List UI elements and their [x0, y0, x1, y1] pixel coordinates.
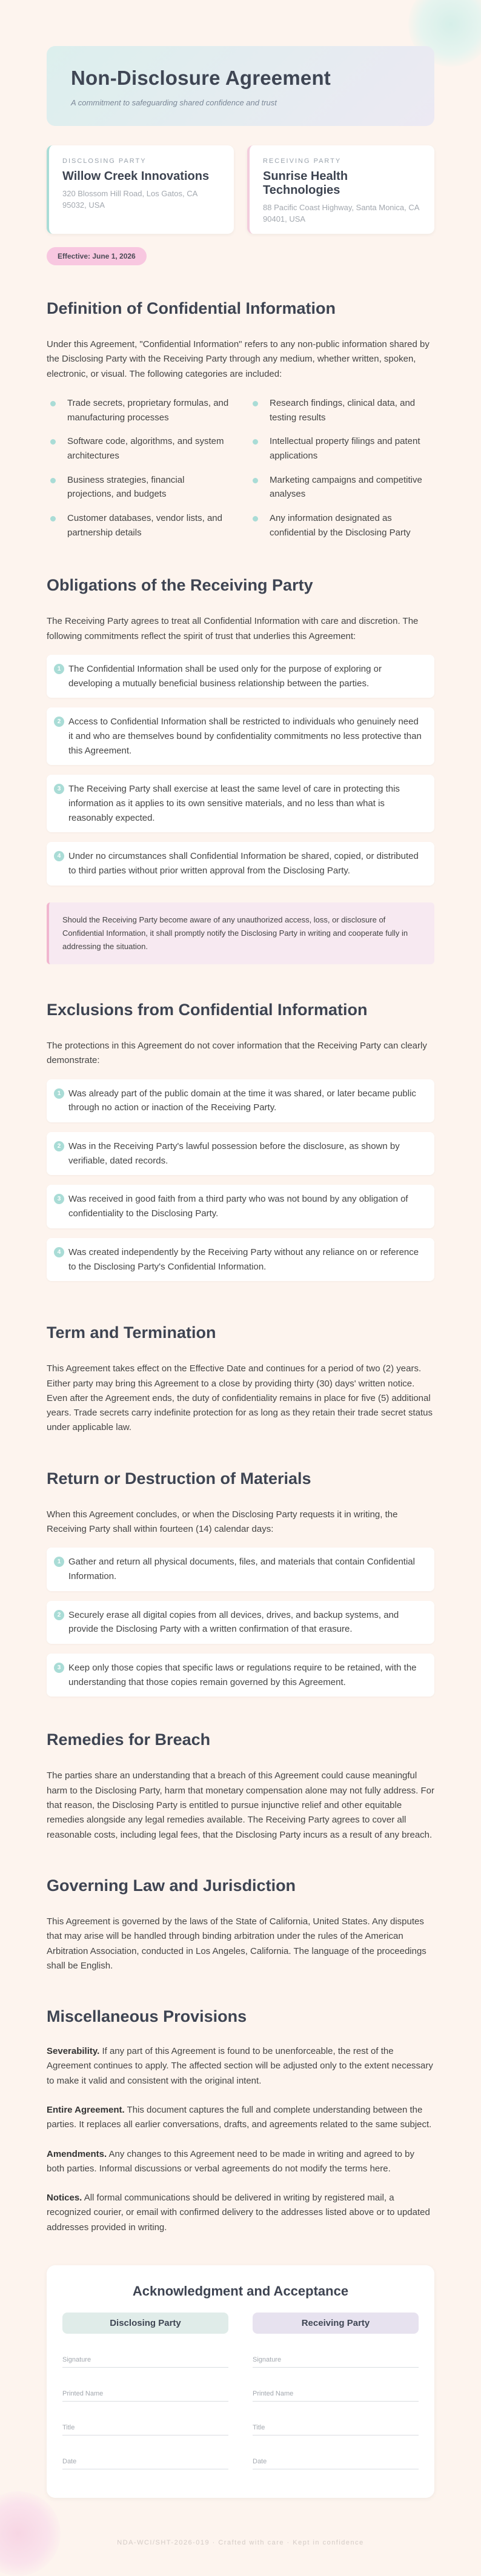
party-address: 88 Pacific Coast Highway, Santa Monica, CA 90401, USA [263, 203, 419, 223]
provision [47, 2147, 434, 2177]
provision-text: All formal communications should be delivered in writing by registered mail, a recognized courier, or email with confirmed delivery to the addresses listed above or to updated addresses provided in writing. [47, 2193, 430, 2233]
number-marker: 1 [54, 1557, 64, 1567]
item-text: Under no circumstances shall Confidential Information be shared, copied, or distributed to third parties without prior written approval from the Disclosing Party. [68, 851, 419, 876]
number-marker: 1 [54, 664, 64, 674]
party-name: Sunrise Health Technologies [263, 170, 348, 197]
party-card-disclosing [47, 145, 234, 234]
list-item [47, 1654, 434, 1697]
date-field[interactable]: Date [253, 2458, 419, 2469]
item-text: The Receiving Party shall exercise at least the same level of care in protecting this information as it applies to its own sensitive materials, and no less than what is reasonably expected. [68, 784, 400, 823]
provision-text: If any part of this Agreement is found to be unenforceable, the rest of the Agreement continues to apply. The affected section will be adjusted only to the extent necessary to make it valid and consistent with the original intent. [47, 2046, 433, 2086]
page-title: Non-Disclosure Agreement [71, 67, 331, 89]
section-exclusions [47, 1001, 434, 1281]
footer-reference: NDA-WCI/SHT-2026-019 · Crafted with care · Kept in confidence [117, 2539, 364, 2547]
list-item: Customer databases, vendor lists, and partnership details [47, 511, 232, 540]
section-remedies [47, 1730, 434, 1842]
provision [47, 2191, 434, 2235]
provision [47, 2103, 434, 2133]
section-misc [47, 2007, 434, 2235]
number-marker: 2 [54, 1610, 64, 1620]
list-item [47, 655, 434, 698]
party-kind: DISCLOSING PARTY [62, 157, 147, 165]
section-intro: The Receiving Party agrees to treat all Confidential Information with care and discretion. The following commitments reflect the spirit of trust that underlies this Agreement: [47, 616, 419, 641]
effective-date-badge: Effective: June 1, 2026 [47, 247, 147, 265]
provision-text: This document captures the full and complete understanding between the parties. It replaces all earlier conversations, drafts, and agreements related to the same subject. [47, 2105, 432, 2130]
section-title: Definition of Confidential Information [47, 299, 336, 317]
signature-title: Acknowledgment and Acceptance [132, 2283, 349, 2299]
list-item: Marketing campaigns and competitive analyses [249, 473, 434, 502]
provision-term: Notices. [47, 2193, 82, 2204]
number-marker: 3 [54, 1663, 64, 1673]
list-item: Business strategies, financial projections, and budgets [47, 473, 232, 502]
section-title: Remedies for Breach [47, 1730, 211, 1749]
party-name: Willow Creek Innovations [62, 170, 210, 183]
list-item: Intellectual property filings and patent applications [249, 434, 434, 463]
title-field[interactable]: Title [253, 2424, 419, 2435]
item-text: Access to Confidential Information shall be restricted to individuals who genuinely need it and who are themselves bound by confidentiality commitments no less protective than this Agreement. [68, 717, 422, 756]
party-card-receiving [247, 145, 434, 234]
list-item: Software code, algorithms, and system architectures [47, 434, 232, 463]
document [47, 0, 434, 2546]
signature-field[interactable]: Signature [62, 2356, 228, 2368]
page-subtitle: A commitment to safeguarding shared confidence and trust [71, 98, 277, 107]
number-marker: 4 [54, 1247, 64, 1257]
list-item [47, 775, 434, 832]
list-item: Any information designated as confidential by the Disclosing Party [249, 511, 434, 540]
section-intro: The protections in this Agreement do not cover information that the Receiving Party can clearly demonstrate: [47, 1041, 427, 1066]
item-text: Securely erase all digital copies from all devices, drives, and backup systems, and provide the Disclosing Party with a written confirmation of that erasure. [68, 1609, 399, 1635]
provision [47, 2044, 434, 2088]
section-law [47, 1876, 434, 1973]
list-item [47, 842, 434, 885]
section-text: This Agreement takes effect on the Effective Date and continues for a period of two (2) years. Either party may bring this Agreement to a close by providing thirty (30) days' written notice. Even after the Agreement ends, the duty of confidentiality remains in place for five (5) additional years. Trade secrets carry indefinite protection for as long as they retain their trade secret status under applicable law. [47, 1363, 433, 1433]
category-list [47, 396, 434, 540]
section-title: Miscellaneous Provisions [47, 2007, 247, 2026]
item-text: Was created independently by the Receiving Party without any reliance on or reference to the Disclosing Party's Confidential Information. [68, 1247, 419, 1272]
signature-column-disclosing [62, 2313, 228, 2469]
parties [47, 145, 434, 234]
list-item [47, 1079, 434, 1122]
item-text: The Confidential Information shall be used only for the purpose of exploring or developing a mutually beneficial business relationship between the parties. [68, 663, 382, 689]
item-text: Was in the Receiving Party's lawful possession before the disclosure, as shown by verifiable, dated records. [68, 1141, 400, 1166]
list-item [47, 1185, 434, 1228]
signature-field[interactable]: Signature [253, 2356, 419, 2368]
section-definition [47, 299, 434, 540]
numbered-list [47, 1548, 434, 1697]
number-marker: 2 [54, 717, 64, 727]
signature-column-header: Receiving Party [253, 2313, 419, 2334]
number-marker: 2 [54, 1141, 64, 1151]
provision-term: Amendments. [47, 2148, 107, 2159]
list-item: Research findings, clinical data, and testing results [249, 396, 434, 425]
number-marker: 3 [54, 784, 64, 794]
printed-name-field[interactable]: Printed Name [62, 2390, 228, 2402]
notice-callout: Should the Receiving Party become aware of any unauthorized access, loss, or disclosure of Confidential Information, it shall promptly notify the Disclosing Party in writing and cooperate fully in addressing the situation. [47, 902, 434, 964]
item-text: Keep only those copies that specific laws or regulations require to be retained, with the understanding that those copies remain governed by this Agreement. [68, 1663, 417, 1687]
provision-term: Severability. [47, 2046, 100, 2057]
list-item [47, 1238, 434, 1281]
number-marker: 3 [54, 1194, 64, 1204]
list-item [47, 1548, 434, 1591]
title-field[interactable]: Title [62, 2424, 228, 2435]
item-text: Gather and return all physical documents, files, and materials that contain Confidential Information. [68, 1557, 415, 1581]
section-title: Obligations of the Receiving Party [47, 576, 313, 595]
numbered-list [47, 1079, 434, 1282]
list-item: Trade secrets, proprietary formulas, and manufacturing processes [47, 396, 232, 425]
number-marker: 1 [54, 1088, 64, 1099]
numbered-list [47, 655, 434, 886]
provision-text: Any changes to this Agreement need to be made in writing and agreed to by both parties. Informal discussions or verbal agreements do not modify the terms here. [47, 2148, 415, 2174]
item-text: Was already part of the public domain at the time it was shared, or later became public through no action or inaction of the Receiving Party. [68, 1088, 416, 1113]
section-obligations [47, 576, 434, 964]
signature-block [47, 2265, 434, 2498]
printed-name-field[interactable]: Printed Name [253, 2390, 419, 2402]
section-title: Governing Law and Jurisdiction [47, 1876, 296, 1895]
section-text: This Agreement is governed by the laws of the State of California, United States. Any disputes that may arise will be handled through binding arbitration under the rules of the American Arbitration Association, conducted in Los Angeles, California. The language of the proceedings shall be English. [47, 1916, 426, 1971]
section-title: Return or Destruction of Materials [47, 1469, 311, 1488]
section-intro: Under this Agreement, "Confidential Information" refers to any non-public information shared by the Disclosing Party with the Receiving Party through any medium, whether written, spoken, electronic, or visual. The following categories are included: [47, 339, 430, 379]
list-item [47, 1601, 434, 1644]
date-field[interactable]: Date [62, 2458, 228, 2469]
provision-term: Entire Agreement. [47, 2105, 125, 2115]
section-text: The parties share an understanding that a breach of this Agreement could cause meaningful harm to the Disclosing Party, harm that monetary compensation alone may not fully address. For that reason, the Disclosing Party is entitled to pursue injunctive relief and other equitable remedies alongside any legal remedies available. The Receiving Party agrees to cover all reasonable costs, including legal fees, that the Disclosing Party incurs as a result of any breach. [47, 1770, 435, 1840]
header-banner [47, 46, 434, 126]
signature-columns [62, 2313, 419, 2469]
list-item [47, 707, 434, 765]
section-title: Exclusions from Confidential Information [47, 1001, 368, 1019]
party-address: 320 Blossom Hill Road, Los Gatos, CA 95032, USA [62, 189, 197, 210]
signature-column-receiving [253, 2313, 419, 2469]
signature-column-header: Disclosing Party [62, 2313, 228, 2334]
section-title: Term and Termination [47, 1323, 216, 1342]
list-item [47, 1132, 434, 1175]
number-marker: 4 [54, 851, 64, 861]
item-text: Was received in good faith from a third party who was not bound by any obligation of confidentiality to the Disclosing Party. [68, 1194, 408, 1219]
party-kind: RECEIVING PARTY [263, 157, 342, 165]
section-term [47, 1323, 434, 1435]
section-intro: When this Agreement concludes, or when the Disclosing Party requests it in writing, the Receiving Party shall within fourteen (14) calendar days: [47, 1509, 398, 1535]
section-return [47, 1469, 434, 1697]
